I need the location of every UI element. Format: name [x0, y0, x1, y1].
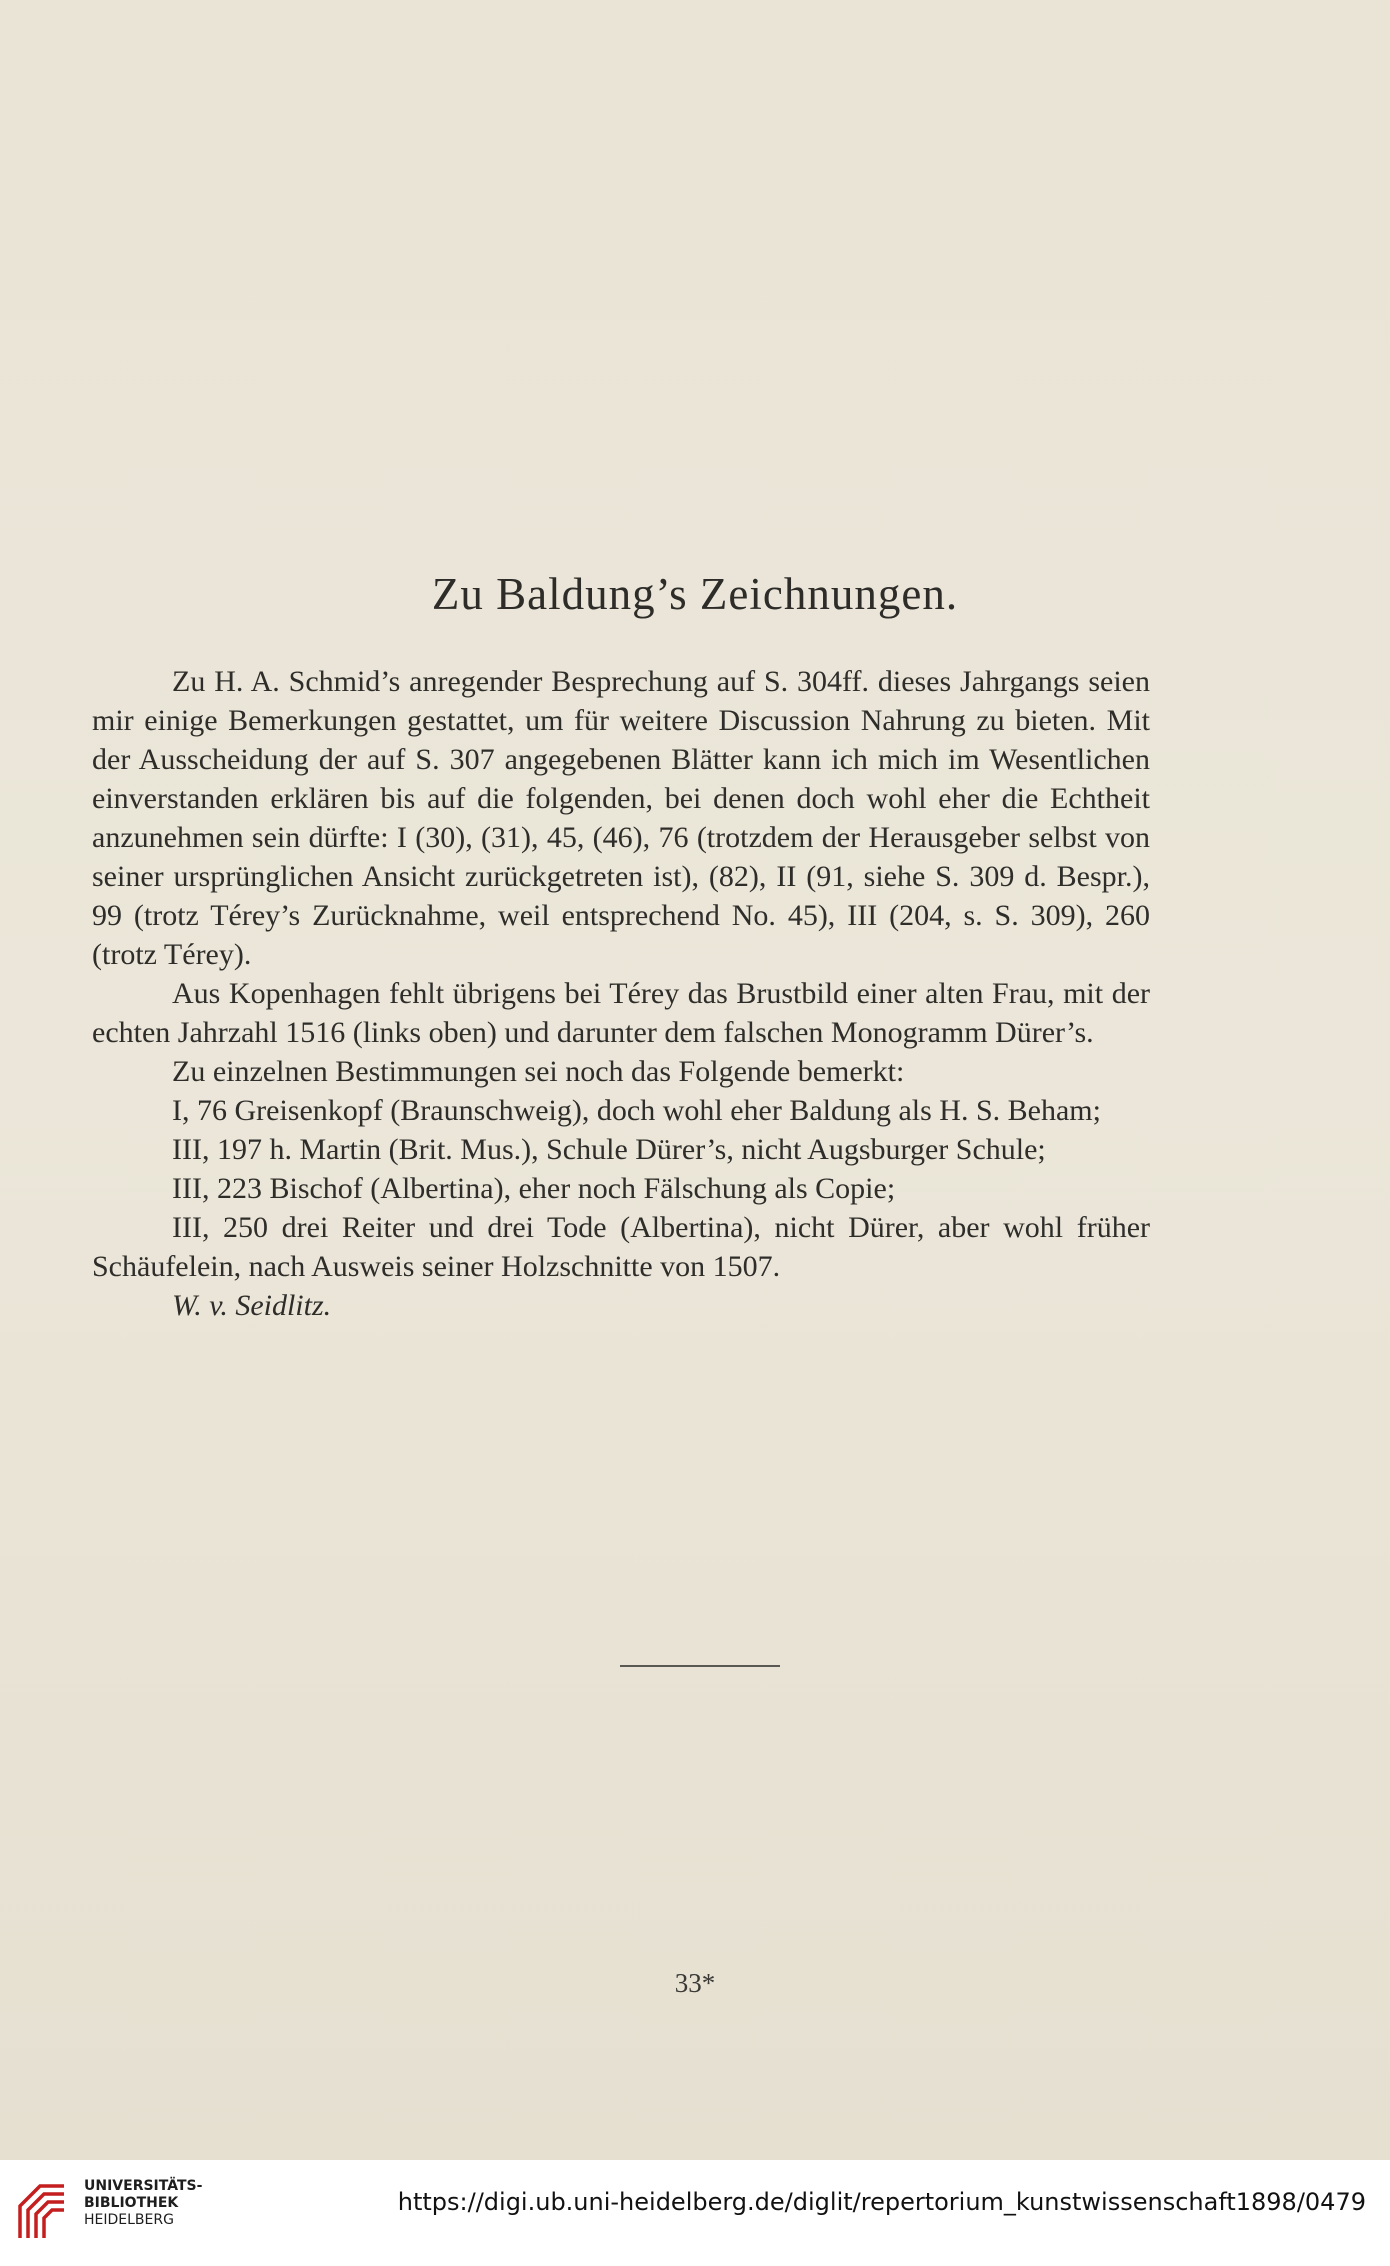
ub-heidelberg-logo-icon[interactable] [14, 2172, 76, 2244]
paragraph: III, 250 drei Reiter und drei Tode (Albertina), nicht Dürer, aber wohl früher Schäufelein, nach Ausweis seiner Holzschnitte von 1507. [92, 1211, 1150, 1283]
paragraph: I, 76 Greisenkopf (Braunschweig), doch wohl eher Baldung als H. S. Beham; [172, 1094, 1101, 1127]
paragraph: Aus Kopenhagen fehlt übrigens bei Térey das Brustbild einer alten Frau, mit der echten Jahrzahl 1516 (links oben) und darunter dem falschen Monogramm Dürer’s. [92, 977, 1150, 1049]
author-signature: W. v. Seidlitz. [172, 1289, 332, 1322]
library-name-line: BIBLIOTHEK [84, 2195, 179, 2211]
paragraph: III, 197 h. Martin (Brit. Mus.), Schule Dürer’s, nicht Augsburger Schule; [172, 1133, 1046, 1166]
paragraph: III, 223 Bischof (Albertina), eher noch Fälschung als Copie; [172, 1172, 896, 1205]
page-number: 33* [674, 1968, 716, 1998]
paragraph: Zu einzelnen Bestimmungen sei noch das Folgende bemerkt: [172, 1055, 905, 1088]
separator-rule [620, 1665, 780, 1667]
library-name[interactable] [84, 2178, 202, 2229]
article-body [92, 662, 1150, 1325]
permalink-url[interactable]: https://digi.ub.uni-heidelberg.de/diglit/repertorium_kunstwissenschaft1898/0479 [397, 2188, 1366, 2216]
article-title: Zu Baldung’s Zeichnungen. [431, 569, 959, 619]
paragraph: Zu H. A. Schmid’s anregender Besprechung auf S. 304ff. dieses Jahrgangs seien mir einige Bemerkungen gestattet, um für weitere Discussion Nahrung zu bieten. Mit der Ausscheidung der auf S. 307 angegebenen Blätter kann ich mich im Wesentlichen einverstanden erklären bis auf die folgenden, bei denen doch wohl eher die Echtheit anzunehmen sein dürfte: I (30), (31), 45, (46), 76 (trotzdem der Herausgeber selbst von seiner ursprünglichen Ansicht zurückgetreten ist), (82), II (91, siehe S. 309 d. Bespr.), 99 (trotz Térey’s Zurücknahme, weil entsprechend No. 45), III (204, s. S. 309), 260 (trotz Térey). [92, 665, 1150, 971]
library-name-line: HEIDELBERG [84, 2212, 174, 2228]
library-name-line: UNIVERSITÄTS- [84, 2178, 203, 2194]
